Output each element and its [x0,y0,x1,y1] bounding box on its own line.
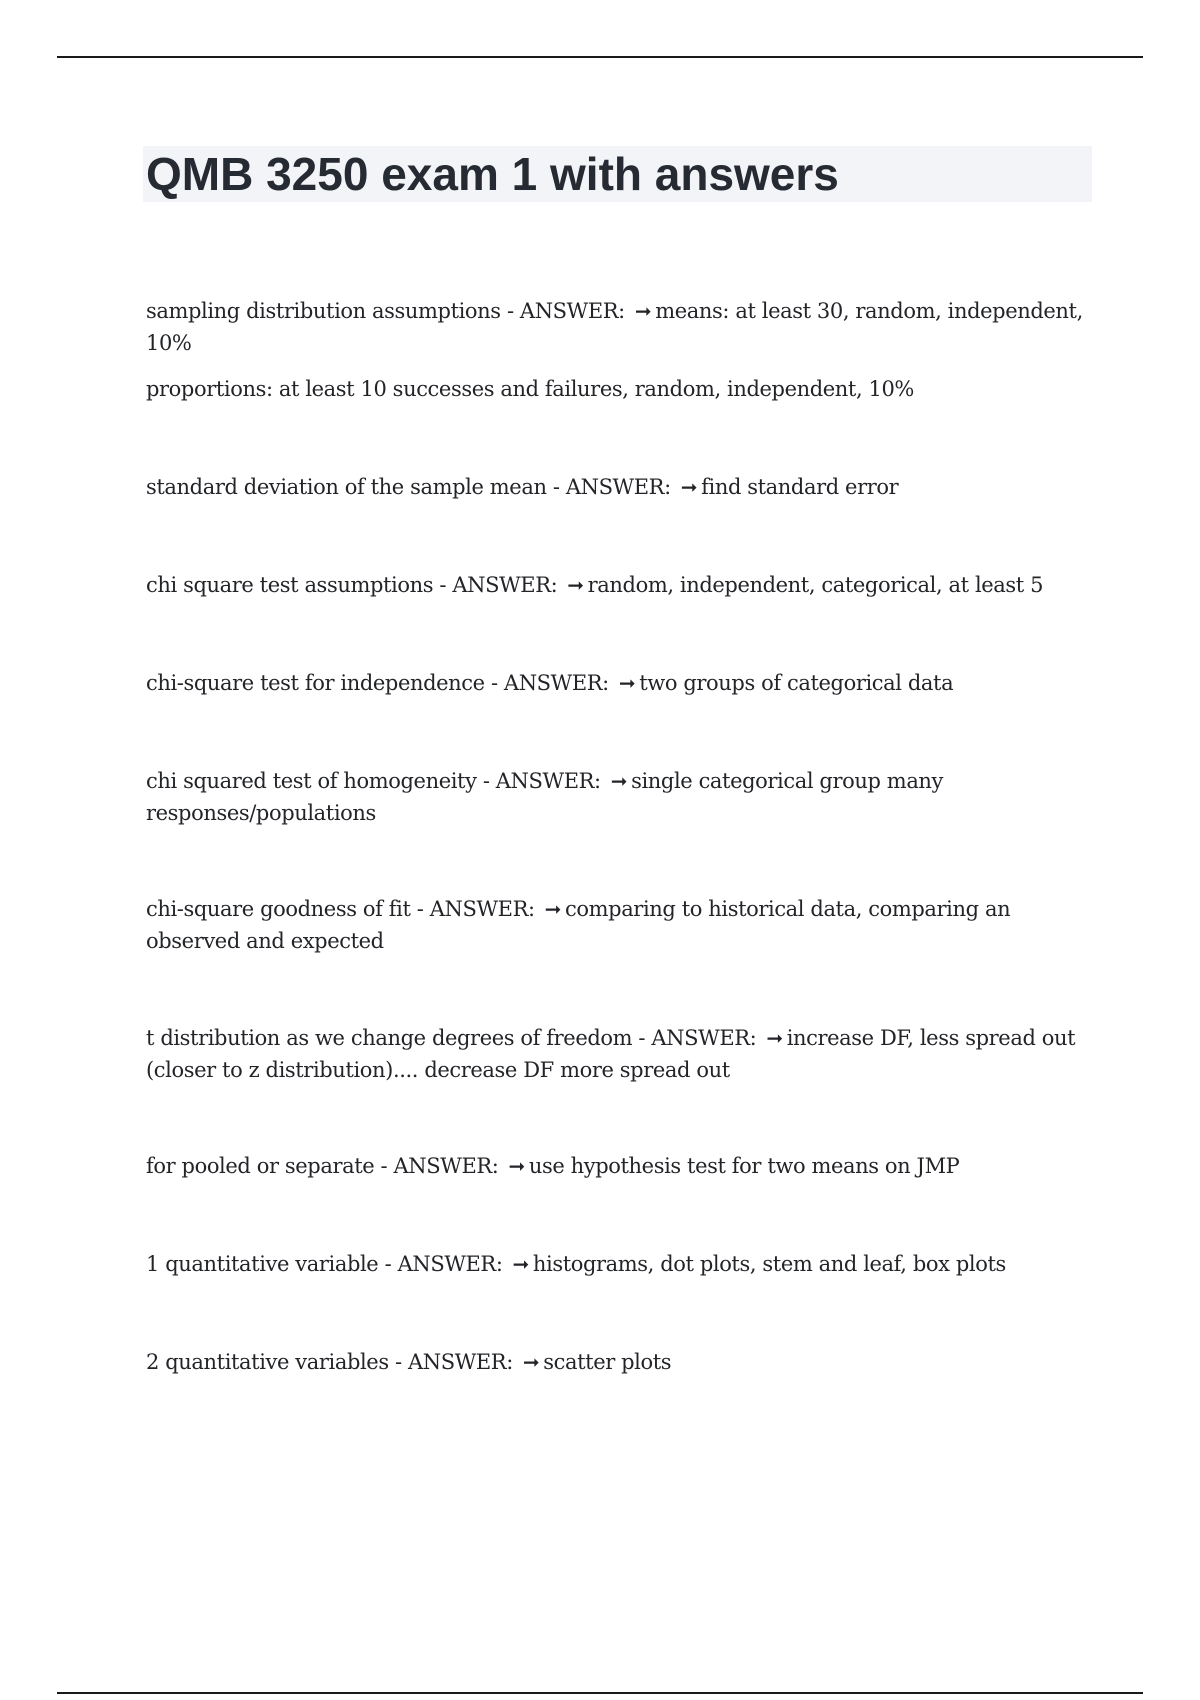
entry-answer: histograms, dot plots, stem and leaf, box plots [532,1252,1006,1276]
answer-separator: - ANSWER: [378,1252,503,1276]
qa-entry [146,893,1092,957]
qa-entry [146,295,1092,359]
answer-separator: - ANSWER: [476,769,601,793]
qa-entry [146,765,1092,829]
entry-answer: find standard error [701,475,899,499]
arrow-icon: ➞ [522,1350,540,1374]
arrow-icon: ➞ [680,475,698,499]
qa-entry [146,471,1092,503]
entry-term: 1 quantitative variable [146,1252,379,1276]
qa-entry [146,1022,1092,1086]
arrow-icon: ➞ [618,671,636,695]
entry-term: chi-square goodness of fit [146,897,411,921]
qa-entry [146,1248,1092,1280]
entry-term: sampling distribution assumptions [146,299,501,323]
entry-answer: means: at least 30, random, independent, 10% [146,299,1083,355]
entry-answer: single categorical group many responses/populations [146,769,944,825]
arrow-icon: ➞ [508,1154,525,1178]
entry-term: for pooled or separate [146,1154,375,1178]
qa-entry [146,667,1092,699]
top-rule [57,56,1143,58]
entry-term: chi-square test for independence [146,671,485,695]
answer-separator: - ANSWER: [433,573,558,597]
answer-separator: - ANSWER: [374,1154,499,1178]
entry-term: chi square test assumptions [146,573,434,597]
qa-entry [146,1150,1092,1182]
entry-answer: comparing to historical data, comparing an observed and expected [146,897,1011,953]
answer-separator: - ANSWER: [388,1350,513,1374]
entry-answer: scatter plots [543,1350,672,1374]
qa-entry [146,569,1092,601]
entry-term: t distribution as we change degrees of freedom [146,1026,633,1050]
entry-answer: two groups of categorical data [639,671,954,695]
entry-answer: increase DF, less spread out (closer to z distribution).... decrease DF more spread out [146,1026,1076,1082]
entry-answer: random, independent, categorical, at least 5 [587,573,1044,597]
answer-separator: - ANSWER: [484,671,609,695]
arrow-icon: ➞ [766,1026,783,1050]
entry-term: standard deviation of the sample mean [146,475,547,499]
arrow-icon: ➞ [544,897,562,921]
entry-continuation-text: proportions: at least 10 successes and failures, random, independent, 10% [146,377,914,401]
arrow-icon: ➞ [634,299,652,323]
arrow-icon: ➞ [512,1252,529,1276]
arrow-icon: ➞ [610,769,628,793]
entry-continuation [146,373,1092,405]
entry-term: 2 quantitative variables [146,1350,389,1374]
bottom-rule [57,1692,1143,1694]
entry-term: chi squared test of homogeneity [146,769,477,793]
answer-separator: - ANSWER: [546,475,671,499]
entry-answer: use hypothesis test for two means on JMP [528,1154,960,1178]
page-title: QMB 3250 exam 1 with answers [146,148,839,200]
answer-separator: - ANSWER: [410,897,535,921]
answer-separator: - ANSWER: [500,299,625,323]
qa-entry [146,1346,1092,1378]
title-banner [143,146,1092,202]
answer-separator: - ANSWER: [632,1026,757,1050]
arrow-icon: ➞ [567,573,584,597]
